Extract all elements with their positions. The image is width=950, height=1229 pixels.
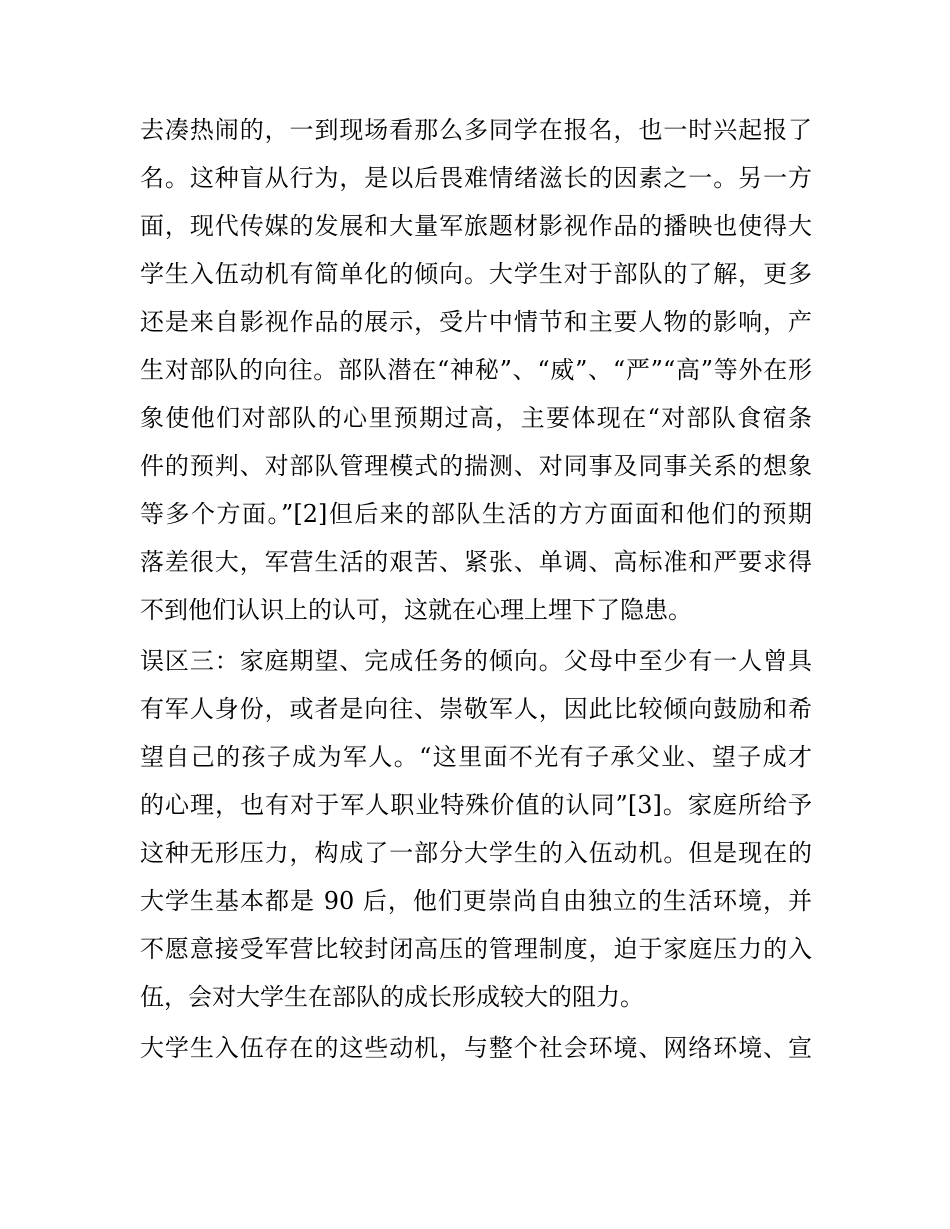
text-line: 望自己的孩子成为军人。“这里面不光有子承父业、望子成才	[140, 743, 812, 771]
text-line: 大学生入伍存在的这些动机，与整个社会环境、网络环境、宣	[140, 1034, 812, 1062]
text-line: 伍，会对大学生在部队的成长形成较大的阻力。	[140, 983, 644, 1011]
text-line: 这种无形压力，构成了一部分大学生的入伍动机。但是现在的	[140, 839, 812, 867]
text-line: 的心理，也有对于军人职业特殊价值的认同”[3]。家庭所给予	[140, 791, 812, 819]
text-line: 等多个方面。”[2]但后来的部队生活的方方面面和他们的预期	[140, 500, 812, 528]
text-line: 还是来自影视作品的展示，受片中情节和主要人物的影响，产	[140, 308, 812, 336]
body-text	[140, 106, 812, 1072]
text-line: 面，现代传媒的发展和大量军旅题材影视作品的播映也使得大	[140, 212, 812, 240]
text-line: 名。这种盲从行为，是以后畏难情绪滋长的因素之一。另一方	[140, 164, 812, 192]
text-line: 有军人身份，或者是向往、崇敬军人，因此比较倾向鼓励和希	[140, 695, 812, 723]
text-line: 不到他们认识上的认可，这就在心理上埋下了隐患。	[140, 596, 692, 624]
text-line: 误区三：家庭期望、完成任务的倾向。父母中至少有一人曾具	[140, 647, 812, 675]
paragraph-conclusion	[140, 1024, 812, 1072]
text-line: 象使他们对部队的心里预期过高，主要体现在“对部队食宿条	[140, 404, 812, 432]
text-line: 落差很大，军营生活的艰苦、紧张、单调、高标准和严要求得	[140, 548, 812, 576]
text-line: 生对部队的向往。部队潜在“神秘”、“威”、“严”“高”等外在形	[140, 356, 812, 384]
text-line: 去凑热闹的，一到现场看那么多同学在报名，也一时兴起报了	[140, 116, 812, 144]
text-line: 不愿意接受军营比较封闭高压的管理制度，迫于家庭压力的入	[140, 935, 812, 963]
paragraph-misconception-three	[140, 637, 812, 1021]
text-line: 件的预判、对部队管理模式的揣测、对同事及同事关系的想象	[140, 452, 812, 480]
text-line: 大学生基本都是 90 后，他们更崇尚自由独立的生活环境，并	[140, 887, 812, 915]
text-line: 学生入伍动机有简单化的倾向。大学生对于部队的了解，更多	[140, 260, 812, 288]
paragraph-motivation-media	[140, 106, 812, 634]
